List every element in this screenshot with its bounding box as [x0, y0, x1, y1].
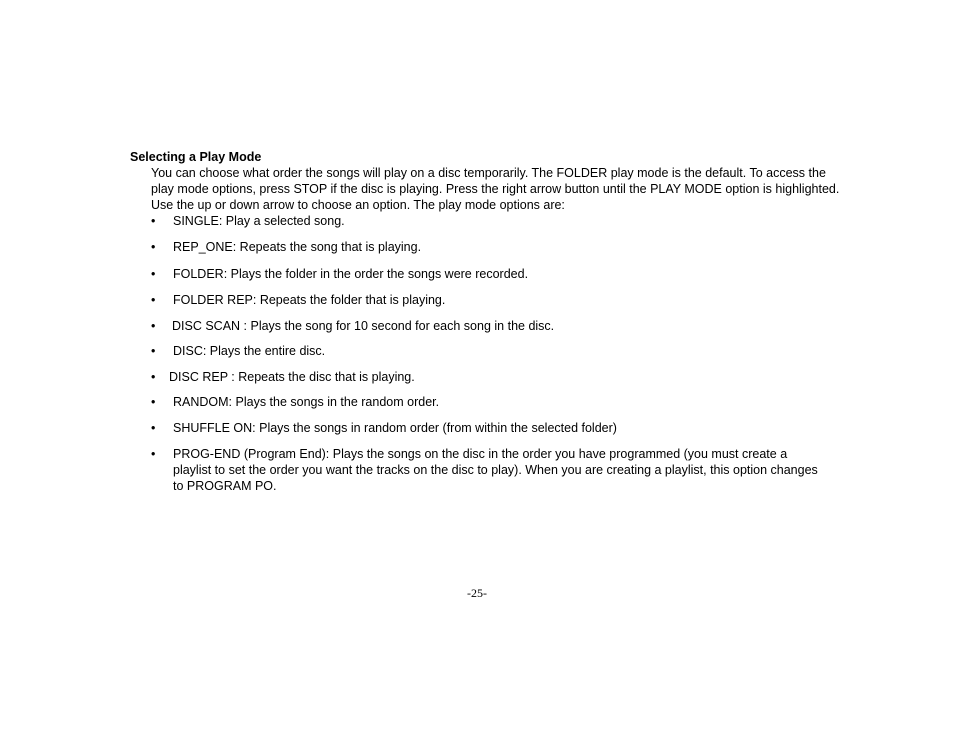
list-item-text: SHUFFLE ON: Plays the songs in random order (from within the selected folder): [173, 421, 617, 435]
bullet-icon: •: [151, 344, 156, 358]
list-item: [151, 420, 841, 436]
bullet-icon: •: [151, 421, 156, 435]
list-item-text: PROG-END (Program End): Plays the songs on the disc in the order you have programmed (you must create a playlist to set the order you want the tracks on the disc to play). When you are creating a playlist, this option changes to PROGRAM PO.: [173, 447, 818, 493]
list-item: [151, 394, 841, 410]
list-item-text: REP_ONE: Repeats the song that is playing.: [173, 240, 422, 254]
bullet-icon: •: [151, 447, 156, 461]
list-item-text: FOLDER: Plays the folder in the order the songs were recorded.: [173, 267, 529, 281]
list-item-text: RANDOM: Plays the songs in the random order.: [173, 395, 440, 409]
bullet-icon: •: [151, 395, 156, 409]
section-heading: Selecting a Play Mode: [130, 150, 262, 164]
bullet-icon: •: [151, 293, 156, 307]
bullet-icon: •: [151, 267, 156, 281]
list-item-text: DISC SCAN : Plays the song for 10 second for each song in the disc.: [172, 319, 555, 333]
intro-paragraph: [151, 165, 840, 213]
intro-line: play mode options, press STOP if the disc is playing. Press the right arrow button until the PLAY MODE option is highlighted.: [151, 182, 840, 196]
list-item: [151, 446, 823, 494]
list-item: [151, 239, 841, 255]
bullet-icon: •: [151, 319, 156, 333]
list-item: [151, 213, 841, 229]
list-item-text: FOLDER REP: Repeats the folder that is playing.: [173, 293, 446, 307]
list-item: [151, 343, 841, 359]
list-item-text: DISC: Plays the entire disc.: [173, 344, 326, 358]
intro-line: You can choose what order the songs will play on a disc temporarily. The FOLDER play mode is the default. To access the: [151, 166, 826, 180]
list-item: [151, 369, 841, 385]
bullet-icon: •: [151, 214, 156, 228]
bullet-icon: •: [151, 240, 156, 254]
list-item-text: SINGLE: Play a selected song.: [173, 214, 345, 228]
bullet-icon: •: [151, 370, 156, 384]
page-number: -25-: [467, 586, 487, 600]
list-item: [151, 292, 841, 308]
intro-line: Use the up or down arrow to choose an option. The play mode options are:: [151, 198, 565, 212]
list-item: [151, 318, 841, 334]
list-item-text: DISC REP : Repeats the disc that is playing.: [169, 370, 415, 384]
list-item: [151, 266, 841, 282]
